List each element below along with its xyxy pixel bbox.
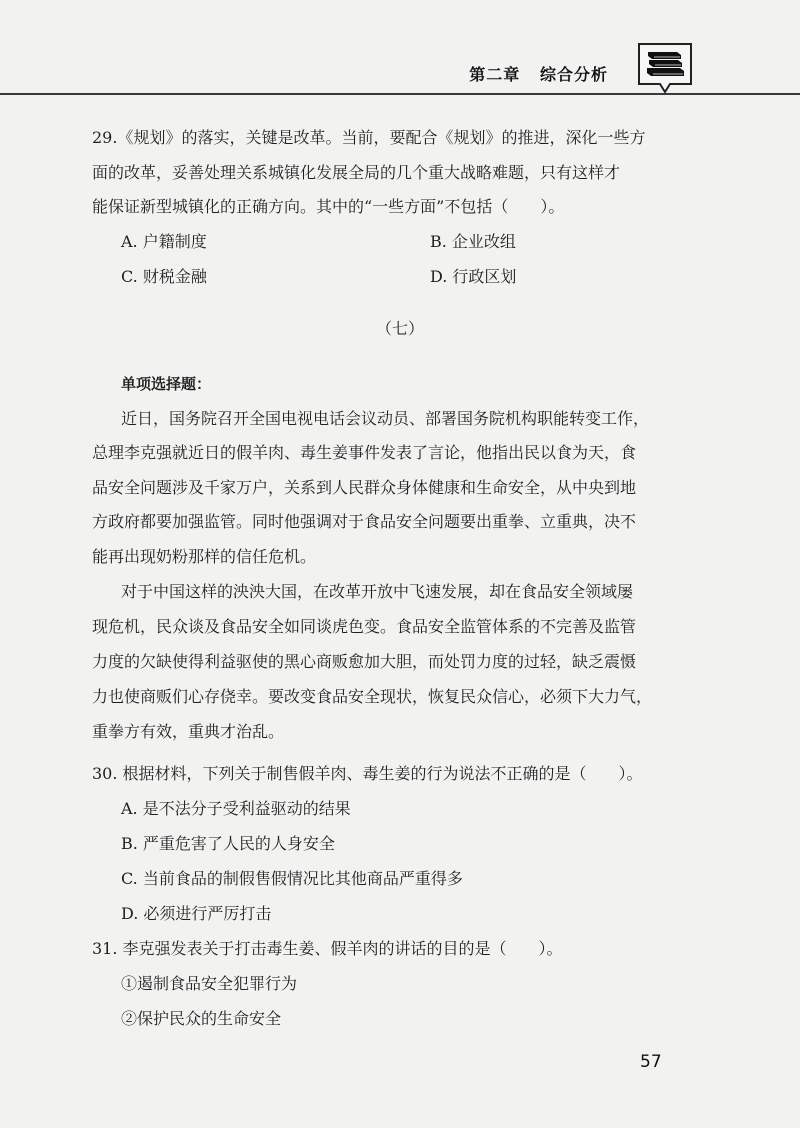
section-heading: 单项选择题： — [121, 375, 212, 393]
passage-p2-line-3: 力度的欠缺使得利益驱使的黑心商贩愈加大胆，而处罚力度的过轻，缺乏震慑 — [92, 652, 637, 671]
q30-option-d: D. 必须进行严厉打击 — [121, 904, 272, 923]
q31-item-1: ①遏制食品安全犯罪行为 — [121, 974, 298, 993]
passage-p1-line-2: 总理李克强就近日的假羊肉、毒生姜事件发表了言论，他指出民以食为天，食 — [92, 443, 637, 462]
q31-stem: 31. 李克强发表关于打击毒生姜、假羊肉的讲话的目的是（ ）。 — [92, 939, 563, 958]
q29-stem-line-2: 面的改革，妥善处理关系城镇化发展全局的几个重大战略难题，只有这样才 — [92, 163, 621, 182]
q30-option-b: B. 严重危害了人民的人身安全 — [121, 834, 335, 853]
q29-stem-line-3: 能保证新型城镇化的正确方向。其中的“一些方面”不包括（ ）。 — [92, 197, 565, 216]
q29-stem-line-1: 29.《规划》的落实，关键是改革。当前，要配合《规划》的推进，深化一些方 — [92, 128, 646, 147]
passage-p2-line-5: 重拳方有效，重典才治乱。 — [92, 722, 285, 741]
page-number: 57 — [640, 1052, 662, 1072]
book-stack-icon — [636, 40, 694, 98]
passage-p2-line-1: 对于中国这样的泱泱大国，在改革开放中飞速发展，却在食品安全领域屡 — [121, 582, 634, 601]
q29-option-c: C. 财税金融 — [121, 267, 207, 286]
q30-option-a: A. 是不法分子受利益驱动的结果 — [121, 799, 351, 818]
q30-stem: 30. 根据材料，下列关于制售假羊肉、毒生姜的行为说法不正确的是（ ）。 — [92, 764, 643, 783]
header-title — [469, 62, 608, 85]
section-number: （七） — [375, 319, 424, 338]
passage-p2-line-4: 力也使商贩们心存侥幸。要改变食品安全现状，恢复民众信心，必须下大力气， — [92, 687, 653, 706]
passage-p1-line-4: 方政府都要加强监管。同时他强调对于食品安全问题要出重拳、立重典，决不 — [92, 512, 637, 531]
passage-p2-line-2: 现危机，民众谈及食品安全如同谈虎色变。食品安全监管体系的不完善及监管 — [92, 617, 637, 636]
passage-p1-line-5: 能再出现奶粉那样的信任危机。 — [92, 547, 317, 566]
q31-item-2: ②保护民众的生命安全 — [121, 1009, 282, 1028]
q29-option-b: B. 企业改组 — [430, 232, 516, 251]
q29-option-d: D. 行政区划 — [430, 267, 517, 286]
header-chapter-title: 综合分析 — [539, 65, 608, 84]
header-chapter: 第二章 — [469, 65, 521, 84]
passage-p1-line-1: 近日，国务院召开全国电视电话会议动员、部署国务院机构职能转变工作， — [121, 409, 650, 428]
q30-option-c: C. 当前食品的制假售假情况比其他商品严重得多 — [121, 869, 463, 888]
passage-p1-line-3: 品安全问题涉及千家万户，关系到人民群众身体健康和生命安全，从中央到地 — [92, 478, 637, 497]
q29-option-a: A. 户籍制度 — [121, 232, 207, 251]
